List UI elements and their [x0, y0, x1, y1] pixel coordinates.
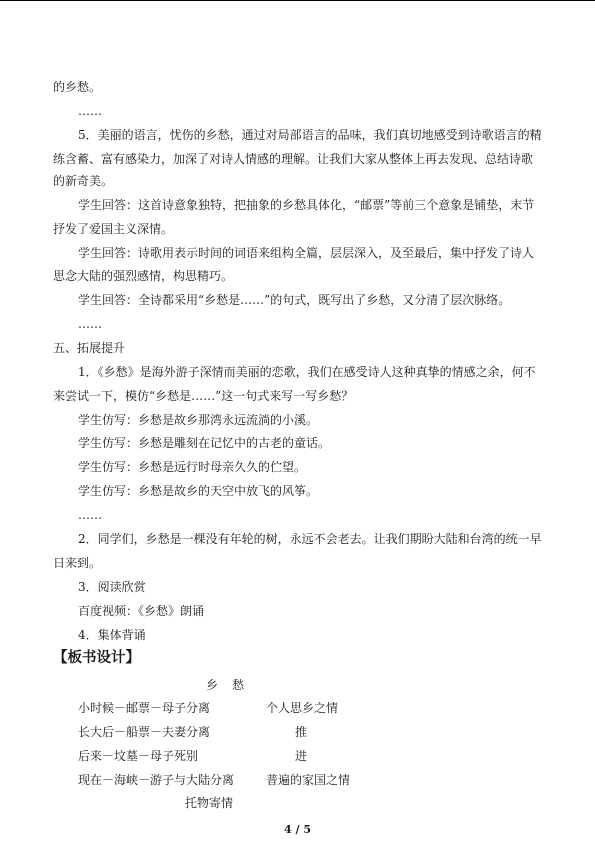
text-line: 2．同学们，乡愁是一棵没有年轮的树，永远不会老去。让我们期盼大陆和台湾的统一早 [78, 532, 542, 546]
text-line: 1．《乡愁》是海外游子深情而美丽的恋歌，我们在感受诗人这种真挚的情感之余，何不 [78, 365, 536, 379]
board-row-left: 小时候－邮票－母子分离 [78, 701, 211, 715]
text-line: 3．阅读欣赏 [78, 580, 146, 594]
board-row-left: 长大后－船票－夫妻分离 [78, 725, 211, 739]
board-row-right: 推 [295, 725, 308, 739]
board-row-right: 个人思乡之情 [266, 701, 339, 715]
board-row-right: 进 [295, 749, 308, 763]
page-number: 4 / 5 [284, 823, 311, 836]
text-line: 的新奇美。 [53, 174, 114, 188]
text-line: 学生回答：诗歌用表示时间的词语来组构全篇，层层深入，及至最后，集中抒发了诗人 [78, 246, 535, 260]
text-line: 的乡愁。 [53, 80, 102, 94]
text-line: 百度视频：《乡愁》朗诵 [78, 604, 205, 618]
board-row-left: 后来－坟墓－母子死别 [78, 749, 199, 763]
text-line: 学生仿写：乡愁是故乡的天空中放飞的风筝。 [78, 484, 319, 498]
ellipsis-line: …… [78, 104, 102, 118]
ellipsis-line: …… [78, 508, 102, 522]
text-line: 来尝试一下，模仿“乡愁是……”这一句式来写一写乡愁？ [53, 389, 354, 403]
text-line: 学生回答：这首诗意象独特，把抽象的乡愁具体化，“邮票”等前三个意象是铺垫，末节 [78, 198, 535, 212]
text-line: 学生回答：全诗都采用“乡愁是……”的句式，既写出了乡愁，又分清了层次脉络。 [78, 293, 511, 307]
text-line: 学生仿写：乡愁是故乡那湾永远流淌的小溪。 [78, 413, 319, 427]
text-line: 学生仿写：乡愁是雕刻在记忆中的古老的童话。 [78, 436, 331, 450]
text-line: 5．美丽的语言，忧伤的乡愁，通过对局部语言的品味，我们真切地感受到诗歌语言的精 [78, 128, 542, 142]
text-line: 日来到。 [53, 556, 102, 570]
text-line: 抒发了爱国主义深情。 [53, 222, 174, 236]
board-row-left: 现在－海峡－游子与大陆分离 [78, 773, 235, 787]
board-row-right: 普遍的家国之情 [266, 773, 351, 787]
text-line: 思念大陆的强烈感情，构思精巧。 [53, 269, 234, 283]
section-heading: 五、拓展提升 [53, 341, 126, 355]
text-line: 4．集体背诵 [78, 628, 146, 642]
text-line: 练含蓄、富有感染力，加深了对诗人情感的理解。让我们大家从整体上再去发现、总结诗歌 [53, 152, 534, 166]
board-title: 乡愁 [206, 678, 259, 692]
ellipsis-line: …… [78, 317, 102, 331]
board-design-heading: 【板书设计】 [53, 650, 140, 666]
board-footer: 托物寄情 [185, 796, 234, 810]
top-rule [0, 0, 595, 1]
text-line: 学生仿写：乡愁是远行时母亲久久的伫望。 [78, 460, 307, 474]
